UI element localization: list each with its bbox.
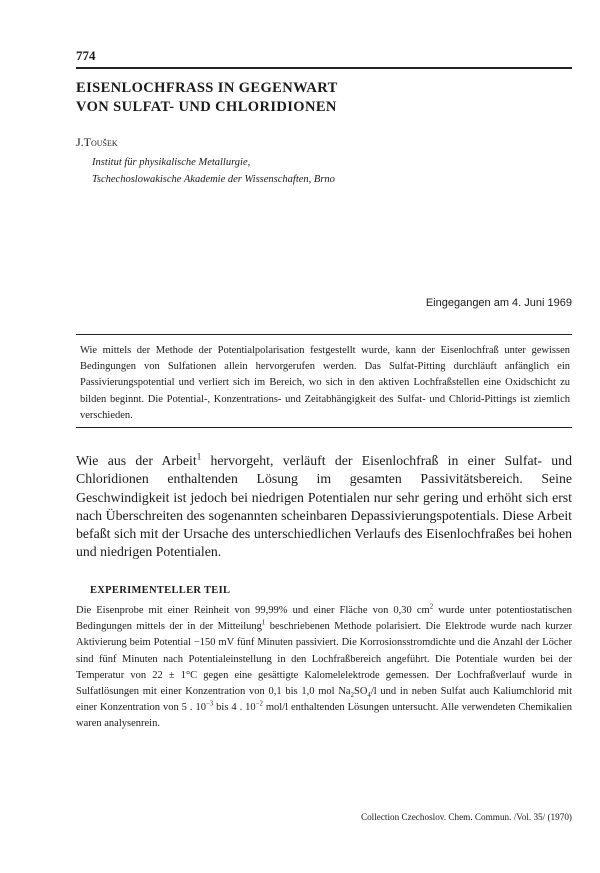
title-line-2: VON SULFAT- UND CHLORIDIONEN [76,99,337,115]
article-title [76,79,338,117]
journal-citation: Collection Czechoslov. Chem. Commun. /Vol. 35/ (1970) [360,812,572,822]
page-number: 774 [76,48,96,63]
affiliation [92,154,335,188]
exp-sup-1: 2 [429,603,434,611]
experimental-paragraph [76,603,572,733]
exp-sub-1: 2 [350,692,354,700]
exp-sup-2: −3 [205,700,214,708]
author-name [76,135,118,150]
header-rule [76,67,572,69]
affiliation-line-2: Tschechoslowakische Akademie der Wissenschaften, Brno [92,174,335,185]
exp-ref-marker: 1 [261,619,266,627]
intro-text-1: Wie aus der Arbeit [76,453,197,468]
exp-text-1: Die Eisenprobe mit einer Reinheit von 99,99% und einer Fläche von 0,30 cm [76,605,430,616]
intro-text-2: hervorgeht, verläuft der Eisenlochfraß in einer Sulfat- und Chloridionen enthaltenden Lösung im gesamten Passivitätsbereich. Seine Geschwindigkeit ist jedoch bei niedrigen Potentialen nur sehr gering und erhöht sich erst nach Überschreiten des sogenannten scheinbaren Depassivierungspotentials. Diese Arbeit befaßt sich mit der Ursache des unterschiedlichen Verlaufs des Eisenlochfraßes bei hohen und niedrigen Potentialen. [76,453,572,560]
exp-text-5: /l und in neben Sulfat auch Kaliumchlorid mit einer Konzentration von 5 . 10 [76,686,572,714]
exp-text-7: mol/l enthaltenden Lösungen untersucht. Alle verwendeten Chemikalien waren analysenrein. [76,702,572,730]
exp-text-3: beschriebenen Methode polarisiert. Die Elektrode wurde nach kurzer Aktivierung beim Potential −150 mV fünf Minuten passiviert. Die Korrosionsstromdichte und die Anzahl der Löcher sind fünf Minuten nach Potentialeinstellung in den Lochfraßbereich angeführt. Die Potentiale wurden bei der Temperatur von 22 ± 1°C gegen eine gesättigte Kalomelelektrode gemessen. Der Lochfraßverlauf wurde in Sulfatlösungen mit einer Konzentration von 0,1 bis 1,0 mol Na [76,621,572,698]
exp-sup-3: −2 [255,700,263,708]
author-surname: Toušek [83,135,118,149]
affiliation-line-1: Institut für physikalische Metallurgie, [92,157,251,168]
received-date: Eingegangen am 4. Juni 1969 [425,297,572,309]
exp-text-2: wurde unter potentiostatischen Bedingungen mittels der in der Mitteilung [76,605,572,633]
abstract-top-rule [76,334,572,335]
exp-text-6: bis 4 . 10 [213,702,256,714]
abstract-text: Wie mittels der Methode der Potentialpolarisation festgestellt wurde, kann der Eisenlochfraß unter gewissen Bedingungen von Sulfationen allein hervorgerufen werden. Das Sulfat-Pitting durchläuft anfänglich ein Passivierungspotential und verliert sich im Bereich, wo sich in den aktiven Lochfraßstellen eine Oxidschicht zu bilden beginnt. Die Potential-, Konzentrations- und Zeitabhängigkeit des Sulfat- und Chlorid-Pittings ist ziemlich verschieden. [80,345,570,421]
exp-sub-2: 4 [367,692,371,700]
title-line-1: EISENLOCHFRASS IN GEGENWART [76,80,338,96]
exp-text-4: SO [353,686,368,698]
reference-marker: 1 [196,451,202,462]
section-heading-experimental: EXPERIMENTELLER TEIL [90,585,231,596]
abstract-bottom-rule [76,427,572,428]
introduction-paragraph [76,452,572,562]
author-initial: J. [76,135,84,149]
